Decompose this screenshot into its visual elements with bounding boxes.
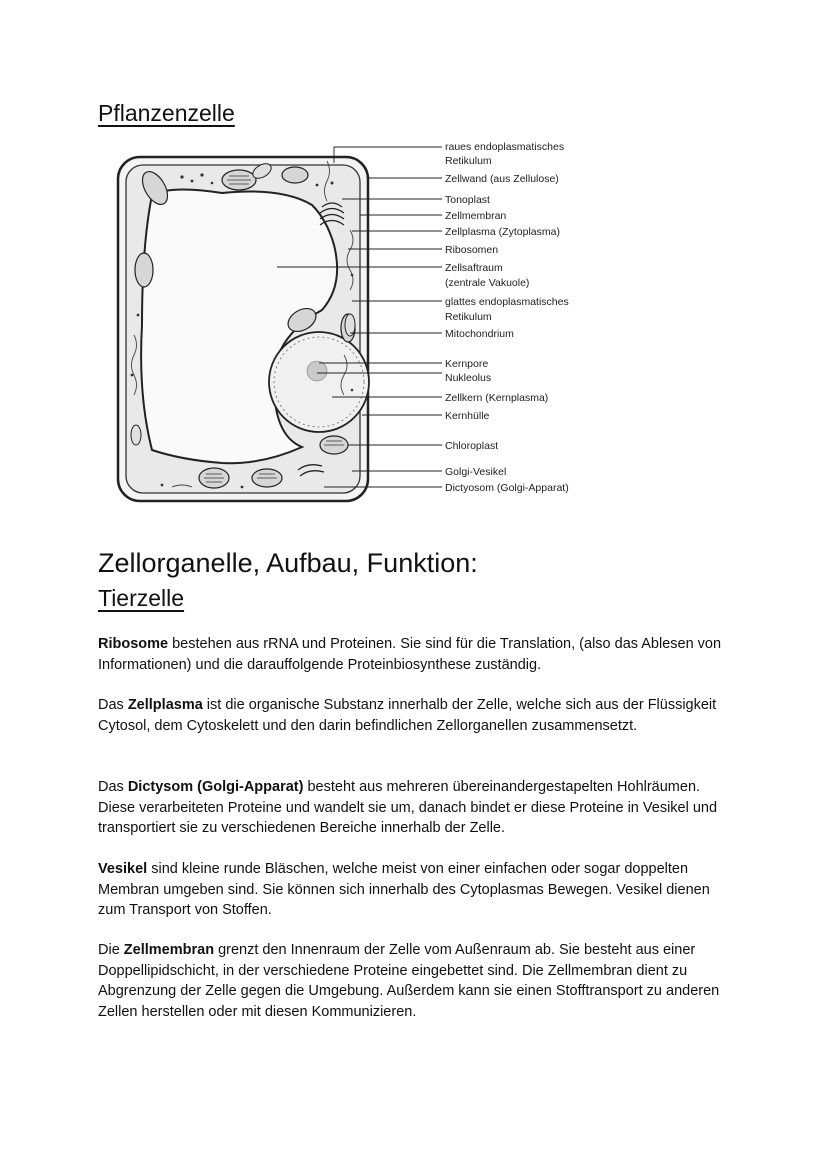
nucleus [269,332,369,432]
label-glattes-er-2: Retikulum [445,311,492,323]
label-zellwand: Zellwand (aus Zellulose) [445,173,559,185]
label-nukleolus: Nukleolus [445,372,492,384]
label-golgi-vesikel: Golgi-Vesikel [445,466,507,478]
label-kernhuelle: Kernhülle [445,410,490,422]
label-zellplasma: Zellplasma (Zytoplasma) [445,226,560,238]
nucleolus [307,361,327,381]
label-glattes-er-1: glattes endoplasmatisches [445,296,569,308]
term-vesikel: Vesikel [98,861,148,877]
heading-tierzelle: Tierzelle [98,585,185,611]
label-chloroplast: Chloroplast [445,440,499,452]
label-raues-er-1: raues endoplasmatisches [445,141,565,153]
heading-zellorganelle: Zellorganelle, Aufbau, Funktion: [98,548,478,578]
label-ribosomen: Ribosomen [445,244,499,256]
term-zellmembran: Zellmembran [123,942,215,958]
term-dictysom: Dictysom (Golgi-Apparat) [127,779,304,795]
label-mitochondrium: Mitochondrium [445,328,514,340]
label-kernpore: Kernpore [445,358,489,370]
paragraph-ribosome: Ribosome bestehen aus rRNA und Proteinen. Sie sind für die Translation, (also das Ablesen von Informationen) und die darauffolgende Proteinbiosynthese zuständig. [98,636,722,673]
term-ribosome: Ribosome [98,636,169,652]
paragraph-vesikel: Vesikel sind kleine runde Bläschen, welche meist von einer einfachen oder sogar doppelten Membran umgeben sind. Sie können sich innerhalb des Cytoplasmas Bewegen. Vesikel dienen zum Transport von Stoffen. [98,861,710,918]
label-zellsaftraum: Zellsaftraum [445,262,503,274]
paragraph-zellplasma: Das Zellplasma ist die organische Substanz innerhalb der Zelle, welche sich aus der Flüssigkeit Cytosol, dem Cytoskelett und den darin befindlichen Zellorganellen zusammensetzt. [98,697,717,734]
label-tonoplast: Tonoplast [445,194,490,206]
paragraph-dictysom: Das Dictysom (Golgi-Apparat) besteht aus mehreren übereinandergestapelten Hohlräumen. Diese verarbeiteten Proteine und wandelt sie um, danach bindet er diese Proteine in Vesikel und transportiert sie zu verschiedenen Bereiche innerhalb der Zelle. [98,779,718,836]
heading-pflanzenzelle: Pflanzenzelle [98,100,235,126]
label-zellkern: Zellkern (Kernplasma) [445,392,549,404]
label-zellmembran: Zellmembran [445,210,507,222]
label-vakuole: (zentrale Vakuole) [445,277,530,289]
paragraph-zellmembran: Die Zellmembran grenzt den Innenraum der Zelle vom Außenraum ab. Sie besteht aus einer Doppellipidschicht, in der verschiedene Proteine eingebettet sind. Die Zellmembran dient zu Abgrenzung der Zelle gegen die Umgebung. Außerdem kann sie einen Stofftransport zu anderen Zellen herstellen oder mit diesen Kommunizieren. [98,942,720,1020]
term-zellplasma: Zellplasma [127,697,203,713]
label-raues-er-2: Retikulum [445,155,492,167]
label-dictyosom: Dictyosom (Golgi-Apparat) [445,482,569,494]
plant-cell-diagram [112,135,592,515]
